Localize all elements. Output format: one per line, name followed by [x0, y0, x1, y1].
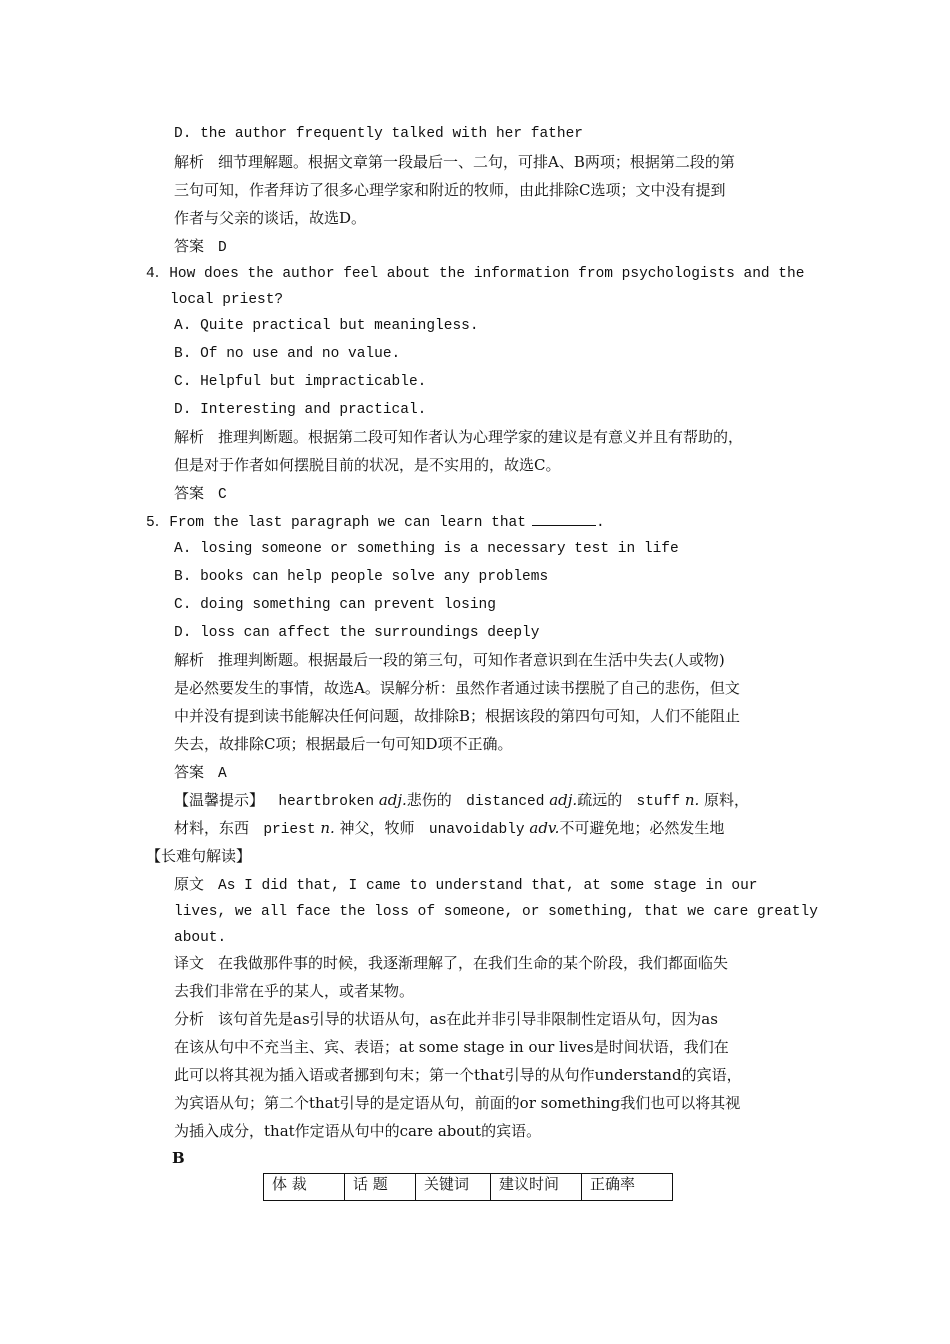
tip-meaning-4: 神父，牧师: [339, 819, 415, 837]
q3-analysis-line-1: [174, 152, 735, 172]
q5-analysis-line-2: 是必然要发生的事情，故选A。误解分析：虽然作者通过读书摆脱了自己的悲伤，但文: [174, 679, 740, 697]
q5-answer-value: A: [218, 766, 227, 782]
q3-analysis-label: 解析: [174, 153, 205, 171]
q5-analysis-line-3: 中并没有提到读书能解决任何问题，故排除B；根据该段的第四句可知，人们不能阻止: [174, 707, 741, 725]
tip-pos-5: adv.: [529, 819, 560, 837]
q4-option-b: B. Of no use and no value.: [174, 346, 401, 362]
sentence-original-line-2: lives, we all face the loss of someone, or something, that we care greatly: [174, 904, 818, 920]
tip-meaning-2: 疏远的: [577, 791, 623, 809]
sentence-analysis-line-3: 此可以将其视为插入语或者挪到句末；第一个that引导的从句作understand的宾语，: [174, 1066, 742, 1084]
tip-meaning-1: 悲伤的: [406, 791, 452, 809]
tips-line-1: [174, 790, 749, 812]
q4-question-line-1: [146, 264, 804, 284]
sentence-analysis-text-1: 该句首先是as引导的状语从句，as在此并非引导非限制性定语从句，因为as: [218, 1010, 718, 1028]
sentence-translation-line-2: 去我们非常在乎的某人，或者某物。: [174, 982, 415, 1000]
passage-summary-table: [263, 1173, 673, 1201]
q4-analysis-line-1: [174, 427, 743, 447]
q5-question-end: .: [595, 515, 605, 531]
q4-answer-value: C: [218, 487, 227, 503]
q5-analysis-text-1: 推理判断题。根据最后一段的第三句，可知作者意识到在生活中失去(人或物): [218, 651, 725, 669]
tips-label: 【温馨提示】: [174, 791, 265, 809]
q3-answer-label: 答案: [174, 237, 205, 255]
sentence-analysis-line-5: 为插入成分，that作定语从句中的care about的宾语。: [174, 1122, 542, 1140]
sentence-heading: 【长难句解读】: [146, 847, 252, 865]
header-accuracy: 正确率: [582, 1174, 673, 1201]
sentence-translation-text-1: 在我做那件事的时候，我逐渐理解了，在我们生命的某个阶段，我们都面临失: [218, 954, 729, 972]
q4-analysis-label: 解析: [174, 428, 205, 446]
table-header-row: [264, 1174, 673, 1201]
tip-pos-2: adj.: [549, 791, 578, 809]
q5-option-a: A. losing someone or something is a necessary test in life: [174, 541, 679, 557]
section-b-label: B: [172, 1149, 185, 1167]
tip-pos-3: n.: [684, 791, 700, 809]
q5-option-c: C. doing something can prevent losing: [174, 597, 496, 613]
tip-meaning-3b: 材料，东西: [174, 819, 250, 837]
sentence-analysis-line-1: [174, 1009, 718, 1029]
q4-analysis-text-1: 推理判断题。根据第二段可知作者认为心理学家的建议是有意义并且有帮助的，: [218, 428, 744, 446]
tip-meaning-5: 不可避免地；必然发生地: [559, 819, 725, 837]
q5-option-d: D. loss can affect the surroundings deeply: [174, 625, 540, 641]
header-suggested-time: 建议时间: [491, 1174, 582, 1201]
tip-word-priest: priest: [263, 822, 316, 838]
q3-answer-value: D: [218, 240, 227, 256]
q4-option-c: C. Helpful but impracticable.: [174, 374, 427, 390]
q3-analysis-text-1: 细节理解题。根据文章第一段最后一、二句，可排A、B两项；根据第二段的第: [218, 153, 735, 171]
sentence-original-line-3: about.: [174, 930, 227, 946]
q5-question: [146, 511, 605, 533]
q5-number: 5．: [146, 515, 170, 531]
sentence-original-label: 原文: [174, 875, 205, 893]
q4-option-a: A. Quite practical but meaningless.: [174, 318, 479, 334]
q4-number: 4．: [146, 266, 170, 282]
header-genre: 体 裁: [264, 1174, 345, 1201]
tip-word-stuff: stuff: [636, 794, 681, 810]
q3-analysis-line-3: 作者与父亲的谈话，故选D。: [174, 209, 367, 227]
sentence-translation-line-1: [174, 953, 728, 973]
sentence-analysis-line-4: 为宾语从句；第二个that引导的是定语从句，前面的or something我们也可以将其视: [174, 1094, 741, 1112]
tip-pos-1: adj.: [378, 791, 407, 809]
tip-word-distanced: distanced: [466, 794, 545, 810]
header-keywords: 关键词: [416, 1174, 491, 1201]
sentence-analysis-label: 分析: [174, 1010, 205, 1028]
q5-analysis-label: 解析: [174, 651, 205, 669]
q4-analysis-line-2: 但是对于作者如何摆脱目前的状况，是不实用的，故选C。: [174, 456, 561, 474]
q4-answer-label: 答案: [174, 484, 205, 502]
q5-answer-blank: [532, 511, 596, 526]
header-topic: 话 题: [345, 1174, 416, 1201]
tips-line-2: [174, 818, 724, 840]
tip-pos-4: n.: [320, 819, 335, 837]
q4-question-text-1: How does the author feel about the information from psychologists and the: [169, 266, 805, 282]
tip-word-heartbroken: heartbroken: [278, 794, 375, 810]
sentence-translation-label: 译文: [174, 954, 205, 972]
q3-answer: [174, 236, 227, 258]
q5-answer: [174, 762, 227, 784]
sentence-original-line-1: [174, 874, 758, 896]
q5-analysis-line-4: 失去，故排除C项；根据最后一句可知D项不正确。: [174, 735, 513, 753]
q4-answer: [174, 483, 227, 505]
sentence-original-text-1: As I did that, I came to understand that, at some stage in our: [218, 878, 758, 894]
q5-answer-label: 答案: [174, 763, 205, 781]
q5-question-text: From the last paragraph we can learn that: [169, 515, 526, 531]
q5-option-b: B. books can help people solve any problems: [174, 569, 549, 585]
q4-option-d: D. Interesting and practical.: [174, 402, 427, 418]
sentence-analysis-line-2: 在该从句中不充当主、宾、表语；at some stage in our lives是时间状语，我们在: [174, 1038, 729, 1056]
tip-meaning-3: 原料，: [704, 791, 750, 809]
tip-word-unavoidably: unavoidably: [428, 822, 525, 838]
q3-option-d: D. the author frequently talked with her father: [174, 126, 583, 142]
q5-analysis-line-1: [174, 650, 725, 670]
q4-question-line-2: local priest?: [170, 292, 284, 308]
q3-analysis-line-2: 三句可知，作者拜访了很多心理学家和附近的牧师，由此排除C选项；文中没有提到: [174, 181, 726, 199]
